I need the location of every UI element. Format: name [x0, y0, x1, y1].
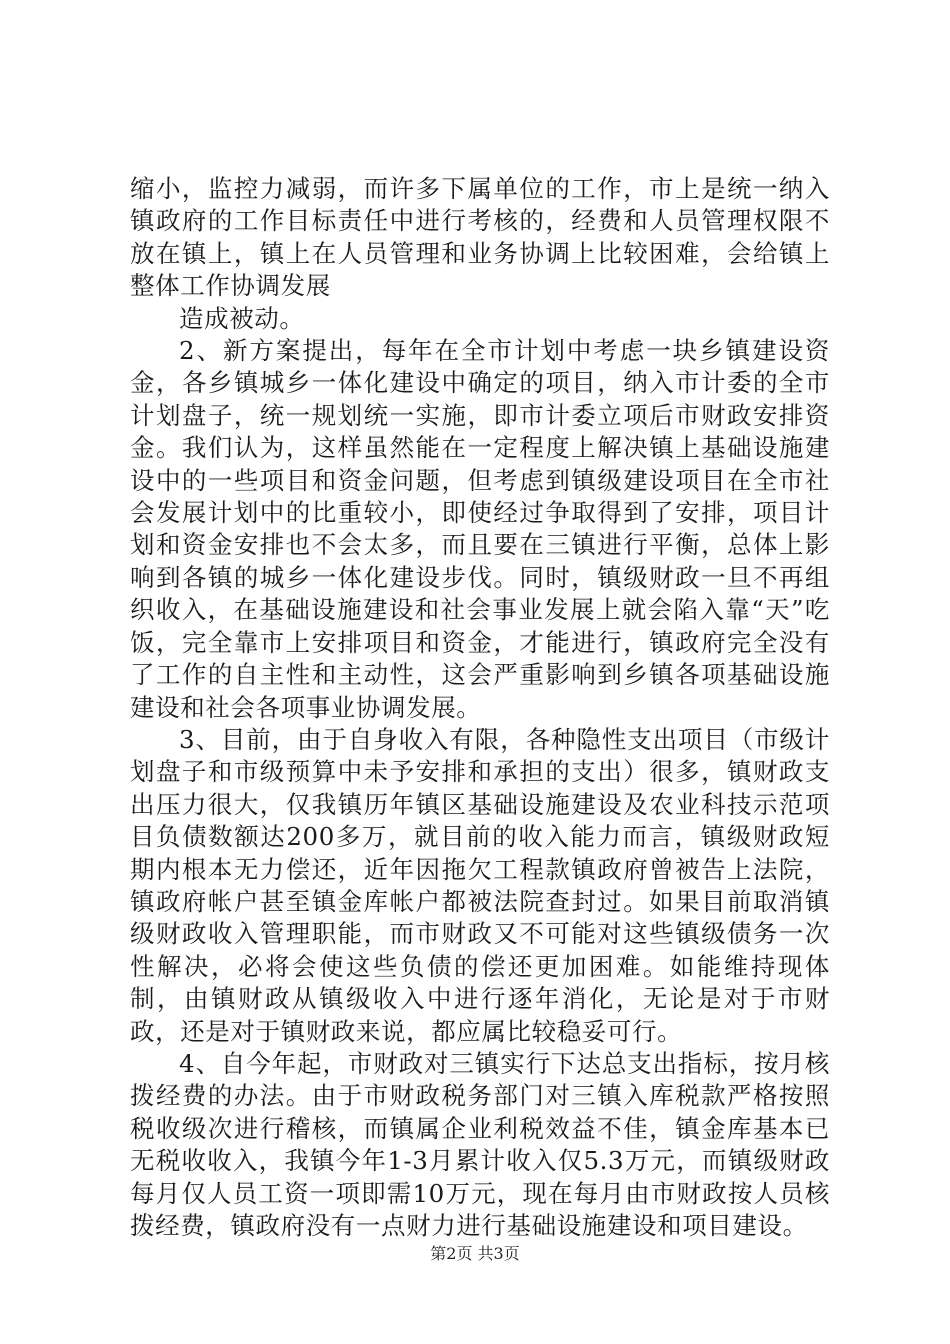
paragraph-fragment: 造成被动。	[179, 303, 305, 333]
paragraph-item-2: 2、新方案提出，每年在全市计划中考虑一块乡镇建设资金，各乡镇城乡一体化建设中确定的项目，纳入市计委的全市计划盘子，统一规划统一实施，即市计委立项后市财政安排资金。我们认为，这样虽然能在一定程度上解决镇上基础设施建设中的一些项目和资金问题，但考虑到镇级建设项目在全市社会发展计划中的比重较小，即使经过争取得到了安排，项目计划和资金安排也不会太多，而且要在三镇进行平衡，总体上影响到各镇的城乡一体化建设步伐。同时，镇级财政一旦不再组织收入，在基础设施建设和社会事业发展上就会陷入靠“天”吃饭，完全靠市上安排项目和资金，才能进行，镇政府完全没有了工作的自主性和主动性，这会严重影响到乡镇各项基础设施建设和社会各项事业协调发展。	[130, 336, 830, 722]
paragraph-item-3: 3、目前，由于自身收入有限，各种隐性支出项目（市级计划盘子和市级预算中未予安排和承担的支出）很多，镇财政支出压力很大，仅我镇历年镇区基础设施建设及农业科技示范项目负债数额达200多万，就目前的收入能力而言，镇级财政短期内根本无力偿还，近年因拖欠工程款镇政府曾被告上法院，镇政府帐户甚至镇金库帐户都被法院查封过。如果目前取消镇级财政收入管理职能，而市财政又不可能对这些镇级债务一次性解决，必将会使这些负债的偿还更加困难。如能维持现体制，由镇财政从镇级收入中进行逐年消化，无论是对于市财政，还是对于镇财政来说，都应属比较稳妥可行。	[130, 724, 830, 1046]
paragraph-item-4: 4、自今年起，市财政对三镇实行下达总支出指标，按月核拨经费的办法。由于市财政税务部门对三镇入库税款严格按照税收级次进行稽核，而镇属企业利税效益不佳，镇金库基本已无税收收入，我镇今年1-3月累计收入仅5.3万元，而镇级财政每月仅人员工资一项即需10万元，现在每月由市财政按人员核拨经费，镇政府没有一点财力进行基础设施建设和项目建设。	[130, 1048, 830, 1240]
page-number-footer: 第2页 共3页	[430, 1244, 520, 1263]
document-body	[130, 173, 830, 1242]
paragraph-continuation: 缩小，监控力减弱，而许多下属单位的工作，市上是统一纳入镇政府的工作目标责任中进行考核的，经费和人员管理权限不放在镇上，镇上在人员管理和业务协调上比较困难，会给镇上整体工作协调发展	[130, 174, 830, 301]
